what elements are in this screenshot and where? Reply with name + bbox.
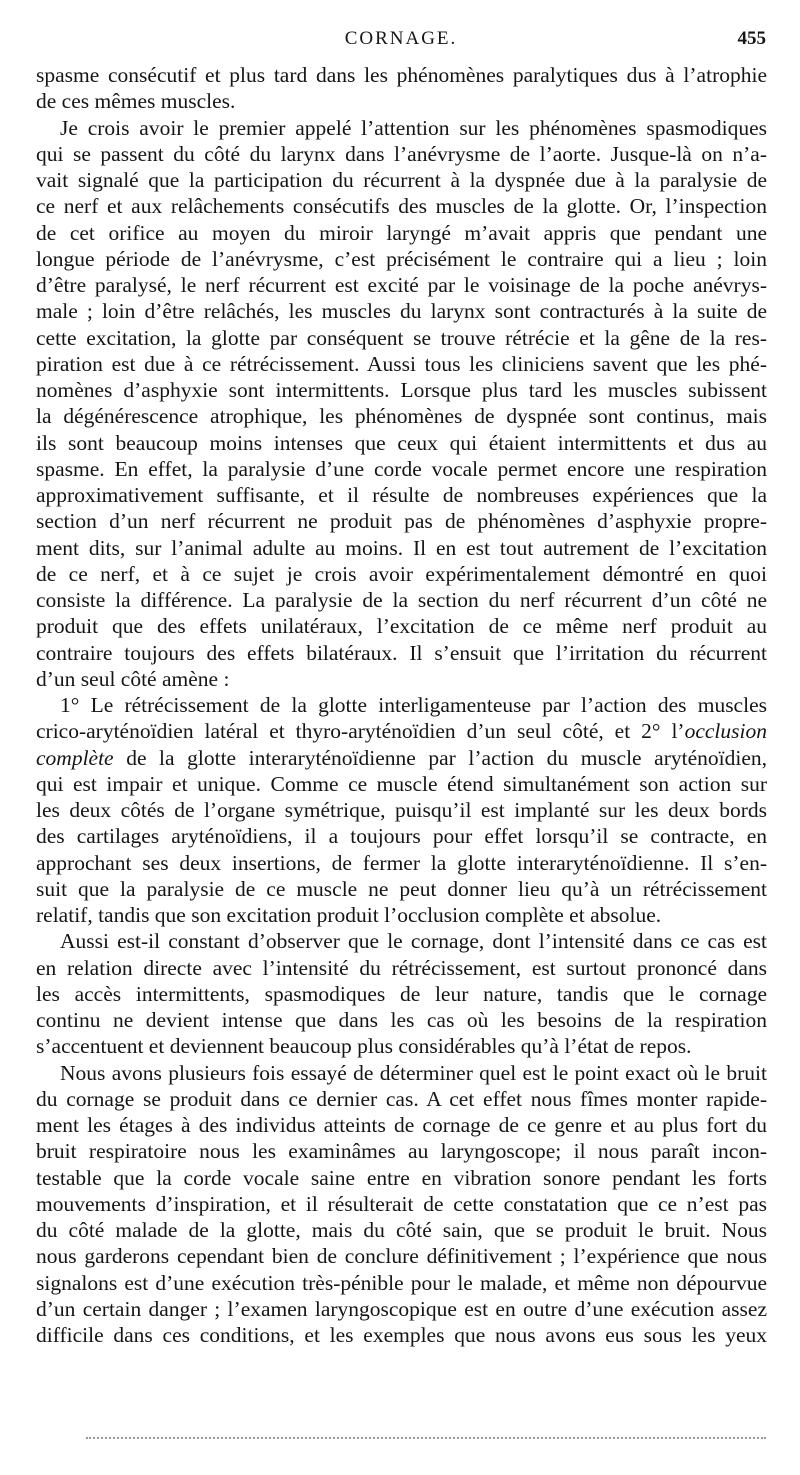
text-line (36, 955, 767, 981)
text-line (36, 115, 767, 141)
text-line (36, 325, 767, 351)
line-text: du côté malade de la glotte, mais du côté sain, que se produit le bruit. Nous (36, 1218, 767, 1242)
text-line (36, 745, 767, 771)
text-line (36, 535, 767, 561)
line-text: nomènes d’asphyxie sont intermittents. Lorsque plus tard les muscles subissent (36, 378, 767, 402)
line-text: s’accentuent et deviennent beaucoup plus considérables qu’à l’état de repos. (36, 1034, 692, 1059)
text-line (36, 508, 767, 534)
line-text: ment les étages à des individus atteints de cornage de ce genre et au plus fort du (36, 1113, 767, 1137)
text-line (36, 1296, 767, 1322)
text-line (36, 220, 767, 246)
line-text: qui est impair et unique. Comme ce muscle étend simultanément son action sur (36, 771, 767, 796)
text-line (36, 1138, 767, 1164)
line-text: produit que des effets unilatéraux, l’excitation de ce même nerf produit au (36, 614, 767, 639)
page-header (36, 28, 766, 52)
line-text: cette excitation, la glotte par conséquent se trouve rétrécie et la gêne de la res- (36, 325, 767, 350)
text-line (36, 1112, 767, 1138)
line-text: ce nerf et aux relâchements consécutifs des muscles de la glotte. Or, l’inspection (36, 194, 767, 219)
text-line (36, 640, 767, 666)
text-line (36, 482, 767, 508)
text-line (36, 1322, 767, 1348)
line-text: relatif, tandis que son excitation produit l’occlusion complète et absolue. (36, 903, 662, 927)
line-text: d’un certain danger ; l’examen laryngoscopique est en outre d’une exécution assez (36, 1296, 767, 1321)
text-line (36, 797, 767, 823)
line-text: d’un seul côté amène : (36, 666, 230, 691)
text-line (36, 351, 767, 377)
line-text: en relation directe avec l’intensité du rétrécissement, est surtout prononcé dans (36, 955, 767, 980)
line-text: difficile dans ces conditions, et les exemples que nous avons eus sous les yeux (36, 1323, 767, 1347)
line-text: ils sont beaucoup moins intenses que ceux qui étaient intermittents et dus au (36, 430, 767, 455)
text-line (36, 403, 767, 429)
italic-emphasis: occlusion (684, 719, 767, 744)
body-text (36, 62, 767, 1348)
text-line (36, 613, 767, 639)
text-line (36, 561, 767, 587)
line-text: d’être paralysé, le nerf récurrent est excité par le voisinage de la poche anévrys- (36, 273, 767, 297)
text-line (36, 430, 767, 456)
page-number: 455 (737, 28, 766, 49)
text-line (36, 1007, 767, 1033)
text-line (36, 692, 767, 718)
line-text: des cartilages aryténoïdiens, il a toujours pour effet lorsqu’il se contracte, en (36, 824, 767, 849)
text-line (36, 1270, 767, 1296)
line-text: mouvements d’inspiration, et il résulterait de cette constatation que ce n’est pas (36, 1191, 767, 1216)
line-text: approchant ses deux insertions, de fermer la glotte interaryténoïdienne. Il s’en- (36, 850, 767, 875)
text-line (36, 167, 767, 193)
text-line (36, 246, 767, 272)
text-line (36, 587, 767, 613)
text-line (36, 823, 767, 849)
line-text: la dégénérescence atrophique, les phénomènes de dyspnée sont continus, mais (36, 404, 767, 429)
line-text: spasme. En effet, la paralysie d’une corde vocale permet encore une respiration (36, 456, 767, 481)
text-line (36, 981, 767, 1007)
line-text: bruit respiratoire nous les examinâmes au laryngoscope; il nous paraît incon- (36, 1139, 767, 1164)
line-text: les accès intermittents, spasmodiques de leur nature, tandis que le cornage (36, 981, 767, 1006)
text-line (36, 193, 767, 219)
text-line (36, 456, 767, 482)
line-text: continu ne devient intense que dans les cas où les besoins de la respiration (36, 1008, 767, 1032)
footer-dotted-rule (86, 1437, 766, 1439)
text-line (36, 88, 767, 114)
line-text: signalons est d’une exécution très-pénible pour le malade, et même non dépourvue (36, 1270, 767, 1295)
line-text: de la glotte interaryténoïdienne par l’action du muscle aryténoïdien, (126, 745, 768, 770)
italic-emphasis: complète (36, 745, 114, 770)
text-line (36, 62, 767, 88)
line-text: approximativement suffisante, et il résulte de nombreuses expériences que la (36, 483, 767, 507)
line-text: Aussi est-il constant d’observer que le cornage, dont l’intensité dans ce cas est (60, 929, 767, 954)
line-text: 1° Le rétrécissement de la glotte interligamenteuse par l’action des muscles (60, 693, 767, 717)
text-line (36, 141, 767, 167)
text-line (36, 1060, 767, 1086)
line-text: piration est due à ce rétrécissement. Aussi tous les cliniciens savent que les phé- (36, 351, 767, 376)
line-text: consiste la différence. La paralysie de la section du nerf récurrent d’un côté ne (36, 588, 767, 612)
line-text: vait signalé que la participation du récurrent à la dyspnée due à la paralysie de (36, 168, 767, 192)
line-text: les deux côtés de l’organe symétrique, puisqu’il est implanté sur les deux bords (36, 798, 767, 822)
text-line (36, 1217, 767, 1243)
text-line (36, 1165, 767, 1191)
line-text: de ces mêmes muscles. (36, 89, 236, 114)
text-line (36, 666, 767, 692)
line-text: qui se passent du côté du larynx dans l’anévrysme de l’aorte. Jusque-là on n’a- (36, 141, 767, 166)
text-line (36, 272, 767, 298)
line-text: testable que la corde vocale saine entre en vibration sonore pendant les forts (36, 1165, 767, 1190)
line-text: contraire toujours des effets bilatéraux. Il s’ensuit que l’irritation du récurrent (36, 640, 767, 665)
text-line (36, 1243, 767, 1269)
line-text: spasme consécutif et plus tard dans les phénomènes paralytiques dus à l’atrophie (36, 63, 767, 87)
text-line (36, 771, 767, 797)
line-text: de ce nerf, et à ce sujet je crois avoir expérimentalement démontré en quoi (36, 561, 767, 586)
text-line (36, 1086, 767, 1112)
line-text: suit que la paralysie de ce muscle ne peut donner lieu qu’à un rétrécissement (36, 876, 767, 901)
line-text: crico-aryténoïdien latéral et thyro-aryténoïdien d’un seul côté, et 2° l’ (36, 719, 685, 744)
text-line (36, 902, 767, 928)
text-line (36, 718, 767, 744)
line-text: Je crois avoir le premier appelé l’attention sur les phénomènes spasmodiques (60, 115, 767, 140)
running-title: CORNAGE. (344, 28, 458, 49)
line-text: longue période de l’anévrysme, c’est précisément le contraire qui a lieu ; loin (36, 246, 767, 271)
line-text: du cornage se produit dans ce dernier cas. A cet effet nous fîmes monter rapide- (36, 1086, 767, 1111)
line-text: Nous avons plusieurs fois essayé de déterminer quel est le point exact où le bruit (60, 1060, 767, 1085)
text-line (36, 377, 767, 403)
text-line (36, 298, 767, 324)
text-line (36, 1191, 767, 1217)
line-text: nous garderons cependant bien de conclure définitivement ; l’expérience que nous (36, 1244, 767, 1269)
line-text: de cet orifice au moyen du miroir laryngé m’avait appris que pendant une (36, 220, 767, 245)
text-line (36, 928, 767, 954)
text-line (36, 876, 767, 902)
text-line (36, 1033, 767, 1059)
text-line (36, 850, 767, 876)
line-text: section d’un nerf récurrent ne produit pas de phénomènes d’asphyxie propre- (36, 509, 767, 534)
line-text: male ; loin d’être relâchés, les muscles du larynx sont contracturés à la suite de (36, 299, 767, 324)
line-text: ment dits, sur l’animal adulte au moins. Il en est tout autrement de l’excitation (36, 535, 767, 560)
